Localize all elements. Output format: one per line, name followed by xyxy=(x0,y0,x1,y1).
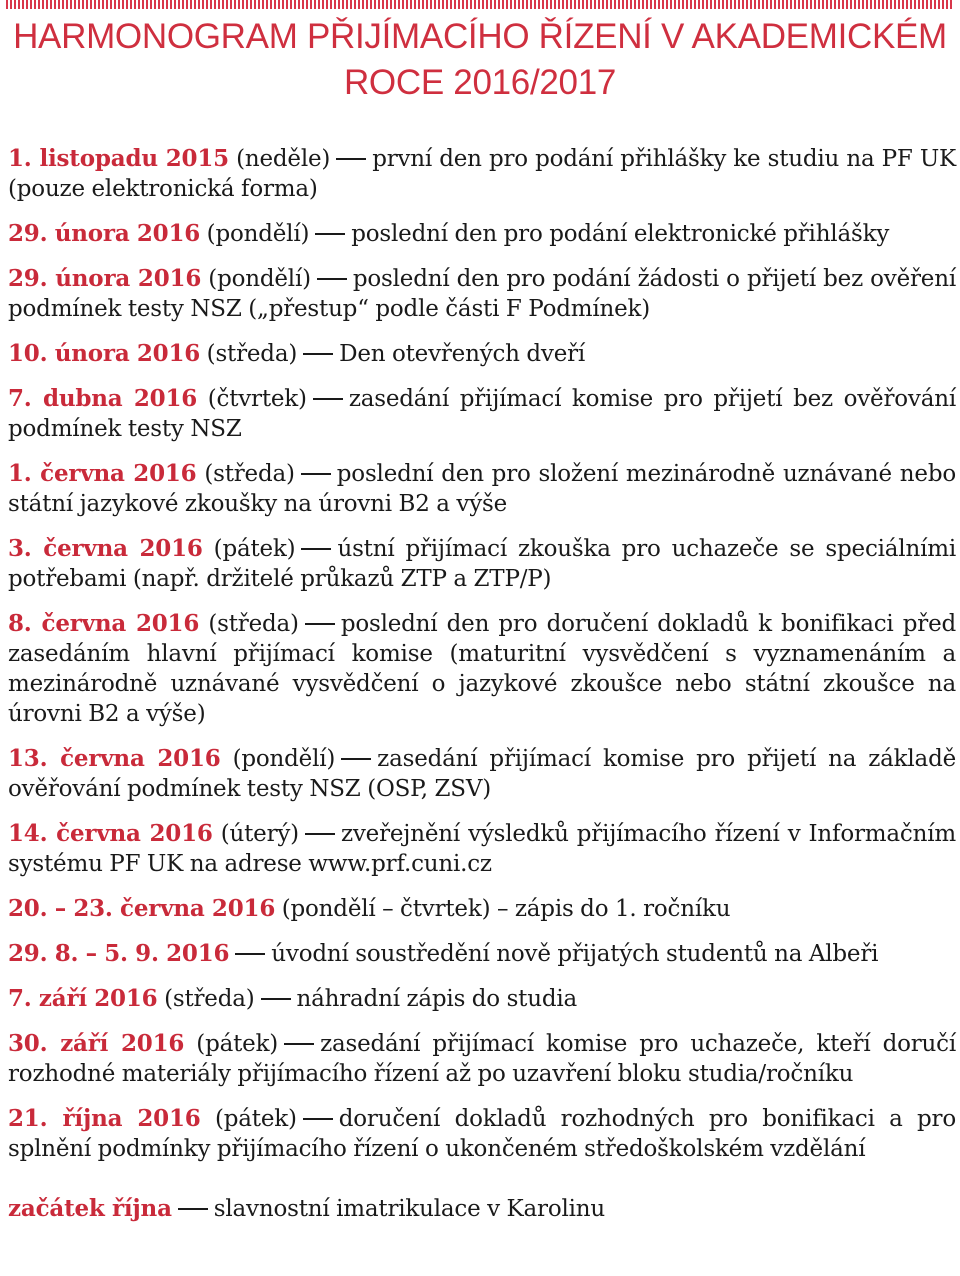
em-dash xyxy=(341,758,371,760)
schedule-entry xyxy=(8,459,956,519)
page-title-line-1: HARMONOGRAM PŘIJÍMACÍHO ŘÍZENÍ V AKADEMICKÉM xyxy=(13,17,947,56)
entry-day: (úterý) xyxy=(212,821,299,847)
entry-text: zveřejnění výsledků přijímacího řízení v Informačním systému PF UK na adrese www.prf.cuni.cz xyxy=(8,821,956,877)
em-dash xyxy=(284,1043,314,1045)
entry-text: Den otevřených dveří xyxy=(339,341,586,367)
entry-text: zasedání přijímací komise pro přijetí na základě ověřování podmínek testy NSZ (OSP, ZSV) xyxy=(8,746,957,802)
entry-text: zasedání přijímací komise pro přijetí bez ověřování podmínek testy NSZ xyxy=(8,386,956,442)
em-dash xyxy=(261,998,291,1000)
schedule-entry xyxy=(8,1104,956,1164)
em-dash xyxy=(303,1118,333,1120)
entry-date: 30. září 2016 xyxy=(8,1030,185,1057)
entry-day: (pondělí – čtvrtek) – zápis do 1. ročníku xyxy=(275,896,731,922)
entry-text: zasedání přijímací komise pro uchazeče, kteří doručí rozhodné materiály přijímacího řízení až po uzavření bloku studia/ročníku xyxy=(8,1031,956,1087)
entry-text: doručení dokladů rozhodných pro bonifikaci a pro splnění podmínky přijímacího řízení o ukončeném středoškolském vzdělání xyxy=(8,1106,956,1162)
entry-date: 10. února 2016 xyxy=(8,340,201,367)
em-dash xyxy=(303,353,333,355)
entry-text: náhradní zápis do studia xyxy=(296,986,578,1012)
schedule-entry xyxy=(8,144,956,204)
em-dash xyxy=(178,1208,208,1210)
entry-day: (středa) xyxy=(199,611,299,637)
entry-text: poslední den pro složení mezinárodně uznávané nebo státní jazykové zkoušky na úrovni B2 a výše xyxy=(8,461,956,517)
page-title xyxy=(0,14,960,106)
decorative-top-rule xyxy=(6,0,954,9)
schedule-entry xyxy=(8,534,956,594)
em-dash xyxy=(305,833,335,835)
entry-day: (čtvrtek) xyxy=(197,386,307,412)
entry-day: (neděle) xyxy=(228,146,331,172)
entry-date: 14. června 2016 xyxy=(8,820,213,847)
entry-date: 20. – 23. června 2016 xyxy=(8,895,276,922)
entry-day: (pondělí) xyxy=(201,266,311,292)
entry-date: 1. listopadu 2015 xyxy=(8,145,229,172)
schedule-entry xyxy=(8,819,956,879)
schedule-entry xyxy=(8,339,956,369)
em-dash xyxy=(301,473,331,475)
entry-date: 8. června 2016 xyxy=(8,610,200,637)
entry-date: 3. června 2016 xyxy=(8,535,203,562)
em-dash xyxy=(336,158,366,160)
schedule-entry xyxy=(8,744,956,804)
entry-day: (pondělí) xyxy=(220,746,336,772)
entry-day: (pondělí) xyxy=(200,221,310,247)
entry-date: 29. 8. – 5. 9. 2016 xyxy=(8,940,230,967)
entry-text: poslední den pro podání elektronické přihlášky xyxy=(351,221,890,247)
schedule-entry xyxy=(8,219,956,249)
em-dash xyxy=(315,233,345,235)
entry-date: 29. února 2016 xyxy=(8,220,201,247)
entry-day: (středa) xyxy=(196,461,295,487)
entry-text: úvodní soustředění nově přijatých studentů na Albeři xyxy=(271,941,879,967)
schedule-entry xyxy=(8,894,956,924)
entry-day: (pátek) xyxy=(202,536,296,562)
entry-date: 21. října 2016 xyxy=(8,1105,201,1132)
schedule-entry xyxy=(8,1029,956,1089)
entry-day: (středa) xyxy=(200,341,298,367)
em-dash xyxy=(317,278,347,280)
schedule-entry xyxy=(8,609,956,729)
schedule-entry xyxy=(8,264,956,324)
entry-date: 13. června 2016 xyxy=(8,745,221,772)
schedule-entry xyxy=(8,1194,956,1224)
schedule-entry xyxy=(8,984,956,1014)
entry-date: 29. února 2016 xyxy=(8,265,202,292)
entry-date: začátek října xyxy=(8,1195,172,1222)
em-dash xyxy=(313,398,343,400)
entry-date: 7. září 2016 xyxy=(8,985,158,1012)
em-dash xyxy=(305,623,335,625)
schedule-entry xyxy=(8,384,956,444)
entry-text: ústní přijímací zkouška pro uchazeče se speciálními potřebami (např. držitelé průkazů ZTP a ZTP/P) xyxy=(8,536,956,592)
entry-day: (pátek) xyxy=(184,1031,279,1057)
entry-date: 7. dubna 2016 xyxy=(8,385,198,412)
page-title-line-2: ROCE 2016/2017 xyxy=(343,63,617,102)
entry-text: poslední den pro doručení dokladů k bonifikaci před zasedáním hlavní přijímací komise (maturitní vysvědčení s vyznamenáním a mezinárodně uznávané vysvědčení o jazykové zkoušce nebo státní zkoušce na úrovni B2 a výše) xyxy=(8,611,957,727)
schedule-entry xyxy=(8,939,956,969)
entry-text: první den pro podání přihlášky ke studiu na PF UK (pouze elektronická forma) xyxy=(8,146,956,202)
entry-text: poslední den pro podání žádosti o přijetí bez ověření podmínek testy NSZ („přestup“ podle části F Podmínek) xyxy=(8,266,956,322)
entry-day: (pátek) xyxy=(200,1106,297,1132)
em-dash xyxy=(301,548,331,550)
em-dash xyxy=(235,953,265,955)
entry-day: (středa) xyxy=(157,986,255,1012)
schedule-list xyxy=(8,144,956,1239)
entry-date: 1. června 2016 xyxy=(8,460,197,487)
entry-text: slavnostní imatrikulace v Karolinu xyxy=(213,1196,606,1222)
